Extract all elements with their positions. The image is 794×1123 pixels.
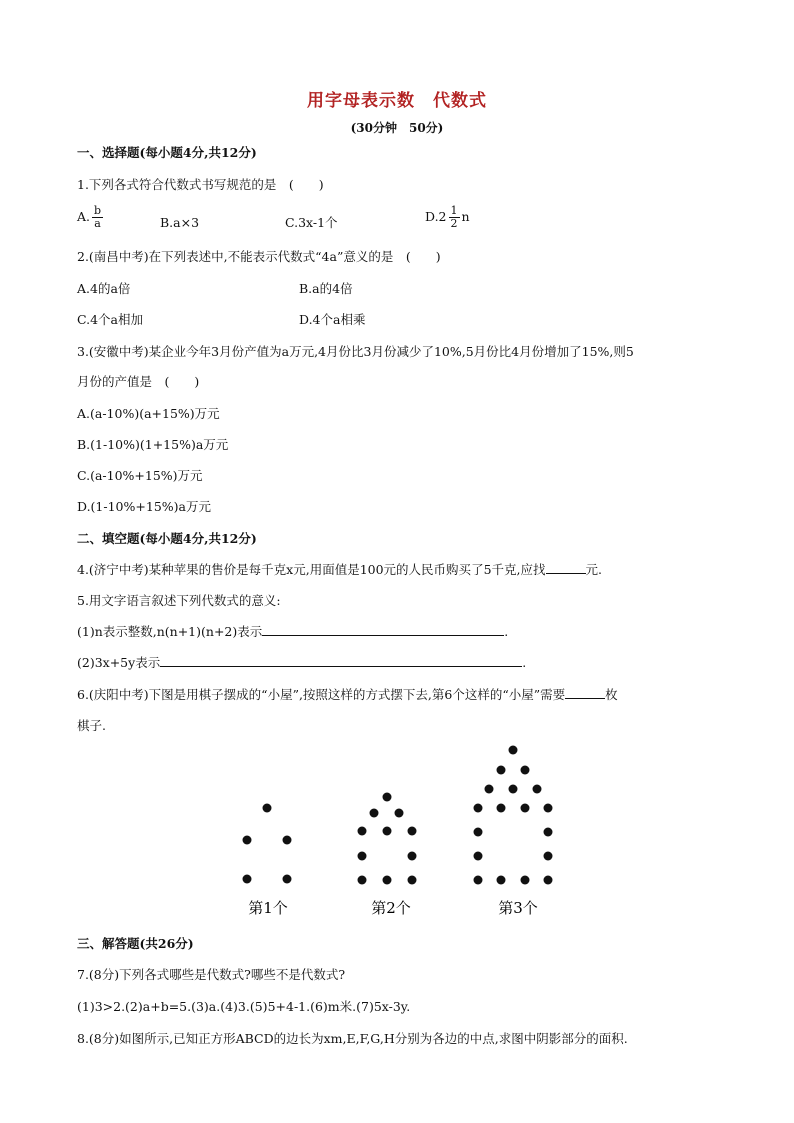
section-choice-heading: 一、选择题(每小题4分,共12分) — [77, 145, 257, 160]
piece — [533, 785, 542, 794]
house-1 — [243, 804, 292, 884]
piece — [408, 876, 417, 885]
q3-option-d: D.(1-10%+15%)a万元 — [77, 499, 211, 514]
piece — [370, 809, 379, 818]
q1-option-d: D.2 $\frac{1}{2}$ n — [425, 204, 470, 230]
q3-stem-line1: 3.(安徽中考)某企业今年3月份产值为a万元,4月份比3月份减少了10%,5月份比4月份增加了15%,则5 — [77, 344, 634, 359]
piece — [497, 804, 506, 813]
piece — [263, 804, 272, 813]
piece — [243, 836, 252, 845]
piece — [383, 876, 392, 885]
q1-stem: 1.下列各式符合代数式书写规范的是 ( ) — [77, 177, 324, 192]
piece — [474, 804, 483, 813]
piece — [358, 876, 367, 885]
q2-option-c: C.4个a相加 — [77, 312, 143, 327]
q5-part2: (2)3x+5y表示 . — [77, 655, 527, 670]
q2-option-b: B.a的4倍 — [299, 281, 353, 296]
q6-line1: 6.(庆阳中考)下图是用棋子摆成的“小屋”,按照这样的方式摆下去,第6个这样的“小屋”需要 枚 — [77, 687, 618, 702]
piece — [474, 828, 483, 837]
piece — [497, 876, 506, 885]
figure-label-1: 第1个 — [248, 899, 288, 917]
q2-option-d: D.4个a相乘 — [299, 312, 366, 327]
page-title: 用字母表示数 代数式 — [307, 91, 487, 111]
q6-line2: 棋子. — [77, 718, 106, 733]
q1-option-a: A. $\frac{b}{a}$ — [77, 204, 102, 230]
piece — [544, 852, 553, 861]
q1-option-c: C.3x-1个 — [285, 215, 338, 230]
piece — [283, 875, 292, 884]
piece — [474, 852, 483, 861]
q5-stem: 5.用文字语言叙述下列代数式的意义: — [77, 593, 281, 608]
piece — [358, 852, 367, 861]
q3-stem-line2: 月份的产值是 ( ) — [77, 374, 200, 389]
house-2 — [358, 793, 417, 885]
q5-part1: (1)n表示整数,n(n+1)(n+2)表示 . — [77, 624, 509, 639]
piece — [358, 827, 367, 836]
q7-items: (1)3>2.(2)a+b=5.(3)a.(4)3.(5)5+4-1.(6)m米.(7)5x-3y. — [77, 999, 411, 1014]
q3-option-c: C.(a-10%+15%)万元 — [77, 468, 203, 483]
figure-label-2: 第2个 — [371, 899, 411, 917]
q4-line: 4.(济宁中考)某种苹果的售价是每千克x元,用面值是100元的人民币购买了5千克,应找 元. — [77, 562, 602, 577]
q7-stem: 7.(8分)下列各式哪些是代数式?哪些不是代数式? — [77, 967, 346, 982]
q2-stem: 2.(南昌中考)在下列表述中,不能表示代数式“4a”意义的是 ( ) — [77, 249, 441, 264]
q1-a-fraction: $\frac{b}{a}$ — [94, 204, 102, 230]
piece — [544, 876, 553, 885]
piece — [521, 804, 530, 813]
piece — [544, 804, 553, 813]
piece — [497, 766, 506, 775]
q3-option-b: B.(1-10%)(1+15%)a万元 — [77, 437, 229, 452]
piece — [474, 876, 483, 885]
q1-option-b: B.a×3 — [160, 215, 200, 230]
section-fill-heading: 二、填空题(每小题4分,共12分) — [77, 531, 257, 546]
house-3 — [474, 746, 553, 885]
piece — [408, 852, 417, 861]
piece — [509, 785, 518, 794]
piece — [521, 876, 530, 885]
piece — [544, 828, 553, 837]
piece — [408, 827, 417, 836]
piece — [243, 875, 252, 884]
piece — [283, 836, 292, 845]
piece — [383, 793, 392, 802]
piece — [383, 827, 392, 836]
q3-option-a: A.(a-10%)(a+15%)万元 — [77, 406, 220, 421]
piece — [395, 809, 404, 818]
piece — [521, 766, 530, 775]
q1-d-fraction: $\frac{1}{2}$ — [450, 204, 458, 230]
figure-label-3: 第3个 — [498, 899, 538, 917]
q8-stem: 8.(8分)如图所示,已知正方形ABCD的边长为xm,E,F,G,H分别为各边的中点,求图中阴影部分的面积. — [77, 1031, 628, 1046]
q2-option-a: A.4的a倍 — [77, 281, 131, 296]
piece — [485, 785, 494, 794]
piece — [509, 746, 518, 755]
section-answer-heading: 三、解答题(共26分) — [77, 936, 194, 951]
time-score: (30分钟 50分) — [350, 121, 444, 135]
